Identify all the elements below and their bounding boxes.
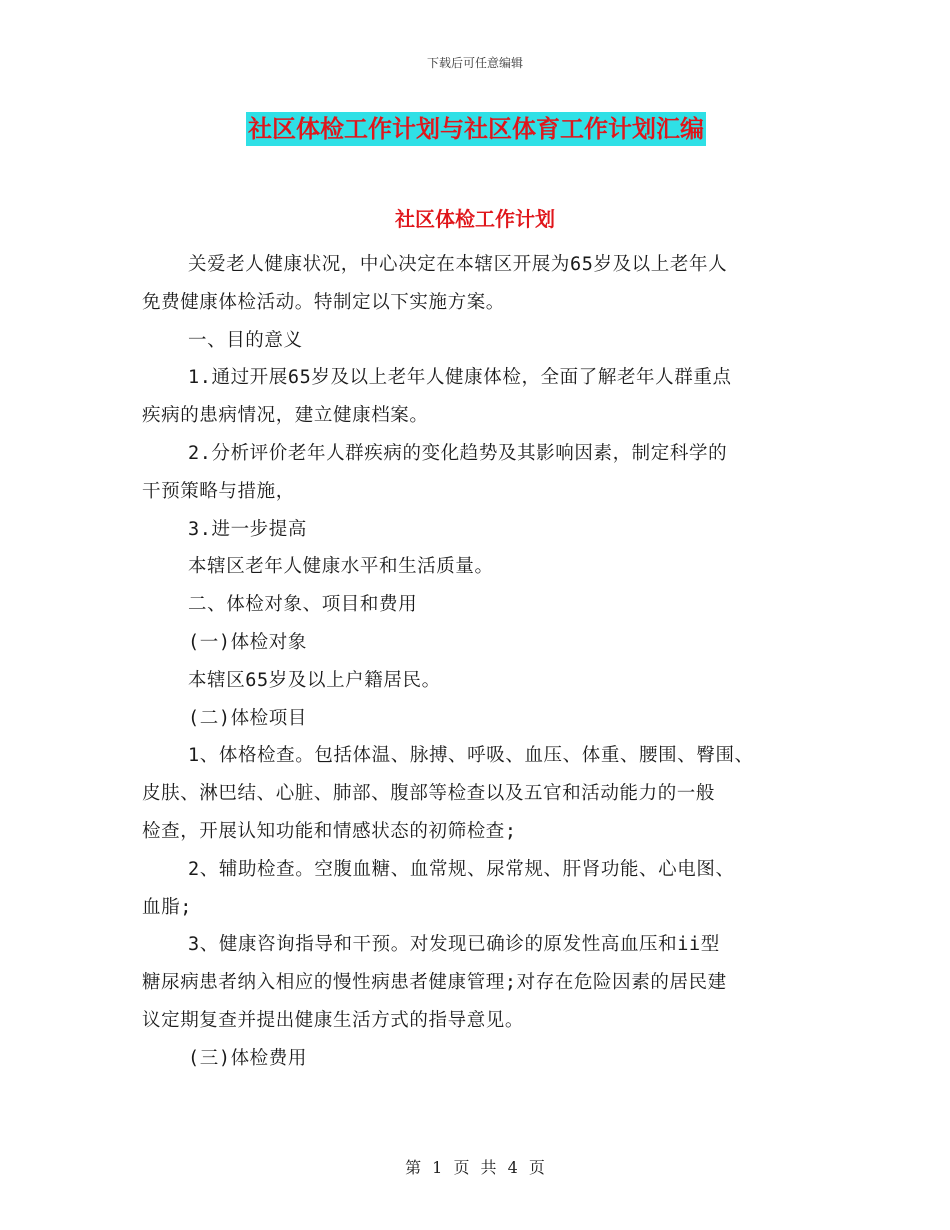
paragraph-line: 议定期复查并提出健康生活方式的指导意见。 bbox=[142, 1009, 525, 1031]
paragraph-line: 检查，开展认知功能和情感状态的初筛检查; bbox=[142, 820, 517, 842]
paragraph-line: 关爱老人健康状况，中心决定在本辖区开展为65岁及以上老年人 bbox=[188, 254, 728, 275]
paragraph-line: 本辖区老年人健康水平和生活质量。 bbox=[188, 556, 494, 578]
paragraph-line: 3.进一步提高 bbox=[188, 518, 307, 540]
paragraph-line: 疾病的患病情况，建立健康档案。 bbox=[142, 405, 429, 427]
paragraph-line: 皮肤、淋巴结、心脏、肺部、腹部等检查以及五官和活动能力的一般 bbox=[142, 783, 716, 805]
document-title: 社区体检工作计划与社区体育工作计划汇编 bbox=[246, 112, 706, 146]
paragraph-line: 2、辅助检查。空腹血糖、血常规、尿常规、肝肾功能、心电图、 bbox=[188, 858, 735, 880]
paragraph-line: 一、目的意义 bbox=[188, 329, 303, 351]
header-note: 下载后可任意编辑 bbox=[426, 56, 523, 70]
paragraph-line: 免费健康体检活动。特制定以下实施方案。 bbox=[142, 291, 505, 313]
page-footer: 第 1 页 共 4 页 bbox=[405, 1158, 545, 1177]
paragraph-line: 2.分析评价老年人群疾病的变化趋势及其影响因素，制定科学的 bbox=[188, 442, 728, 464]
paragraph-line: (二)体检项目 bbox=[188, 707, 307, 729]
paragraph-line: 血脂; bbox=[142, 896, 192, 918]
document-body bbox=[142, 251, 822, 1083]
paragraph-line: 1、体格检查。包括体温、脉搏、呼吸、血压、体重、腰围、臀围、 bbox=[188, 745, 754, 767]
section-title: 社区体检工作计划 bbox=[395, 207, 555, 231]
paragraph-line: (一)体检对象 bbox=[188, 631, 307, 653]
paragraph-line: 1.通过开展65岁及以上老年人健康体检，全面了解老年人群重点 bbox=[188, 367, 732, 389]
paragraph-line: 干预策略与措施， bbox=[142, 480, 295, 502]
paragraph-line: 糖尿病患者纳入相应的慢性病患者健康管理;对存在危险因素的居民建 bbox=[142, 972, 727, 994]
paragraph-line: (三)体检费用 bbox=[188, 1047, 307, 1069]
paragraph-line: 二、体检对象、项目和费用 bbox=[188, 594, 418, 616]
paragraph-line: 3、健康咨询指导和干预。对发现已确诊的原发性高血压和ii型 bbox=[188, 934, 720, 956]
paragraph-line: 本辖区65岁及以上户籍居民。 bbox=[188, 669, 441, 691]
